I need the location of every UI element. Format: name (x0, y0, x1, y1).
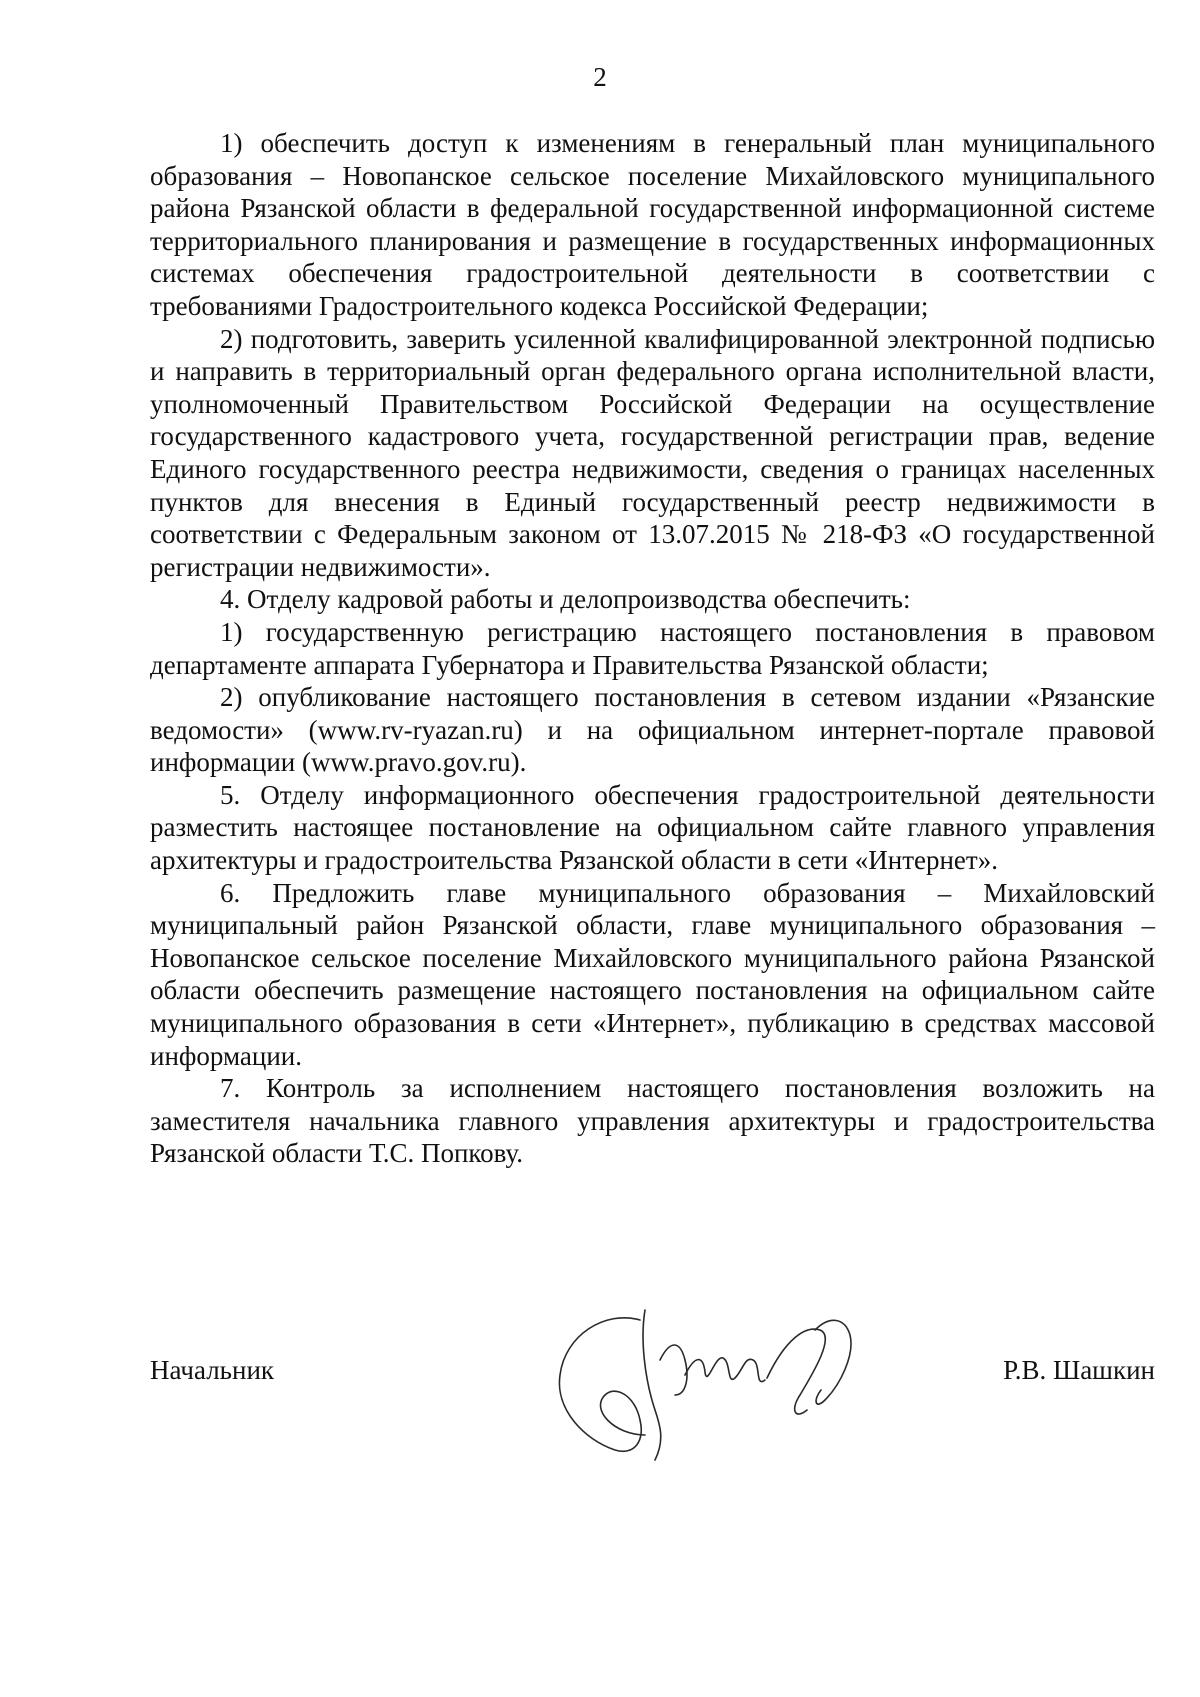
paragraph-item-2-egrn: 2) подготовить, заверить усиленной квалифицированной электронной подписью и направить в территориальный орган федерального органа исполнительной власти, уполномоченный Правительством Российской Федерации на осуществление государственного кадастрового учета, государственной регистрации прав, ведение Единого государственного реестра недвижимости, сведения о границах населенных пунктов для внесения в Единый государственный реестр недвижимости в соответствии с Федеральным законом от 13.07.2015 № 218-ФЗ «О государственной регистрации недвижимости». (150, 323, 1155, 582)
paragraph-item-1-registration: 1) государственную регистрацию настоящего постановления в правовом департаменте аппарата Губернатора и Правительства Рязанской области; (150, 616, 1155, 680)
paragraph-item-2-publication: 2) опубликование настоящего постановления в сетевом издании «Рязанские ведомости» (www.rv-ryazan.ru) и на официальном интернет-портале правовой информации (www.pravo.gov.ru). (150, 682, 1155, 778)
handwritten-signature (545, 1300, 875, 1470)
paragraph-point-4: 4. Отделу кадровой работы и делопроизводства обеспечить: (220, 584, 911, 615)
paragraph-point-7: 7. Контроль за исполнением настоящего постановления возложить на заместителя начальника главного управления архитектуры и градостроительства Рязанской области Т.С. Попкову. (150, 1073, 1155, 1169)
paragraph-point-6: 6. Предложить главе муниципального образования – Михайловский муниципальный район Рязанской области, главе муниципального образования – Новопанское сельское поселение Михайловского муниципального района Рязанской области обеспечить размещение настоящего постановления на официальном сайте муниципального образования в сети «Интернет», публикацию в средствах массовой информации. (150, 877, 1155, 1071)
position-title: Начальник (150, 1355, 275, 1385)
paragraph-item-1-access: 1) обеспечить доступ к изменениям в генеральный план муниципального образования – Новопанское сельское поселение Михайловского муниципального района Рязанской области в федеральной государственной информационной системе территориального планирования и размещение в государственных информационных системах обеспечения градостроительной деятельности в соответствии с требованиями Градостроительного кодекса Российской Федерации; (150, 128, 1155, 321)
signature-block (150, 1355, 1155, 1525)
paragraph-point-5: 5. Отделу информационного обеспечения градостроительной деятельности разместить настоящее постановление на официальном сайте главного управления архитектуры и градостроительства Рязанской области в сети «Интернет». (150, 779, 1155, 876)
document-body (150, 127, 1155, 1170)
page-number: 2 (593, 62, 607, 92)
signer-name: Р.В. Шашкин (1003, 1355, 1155, 1385)
